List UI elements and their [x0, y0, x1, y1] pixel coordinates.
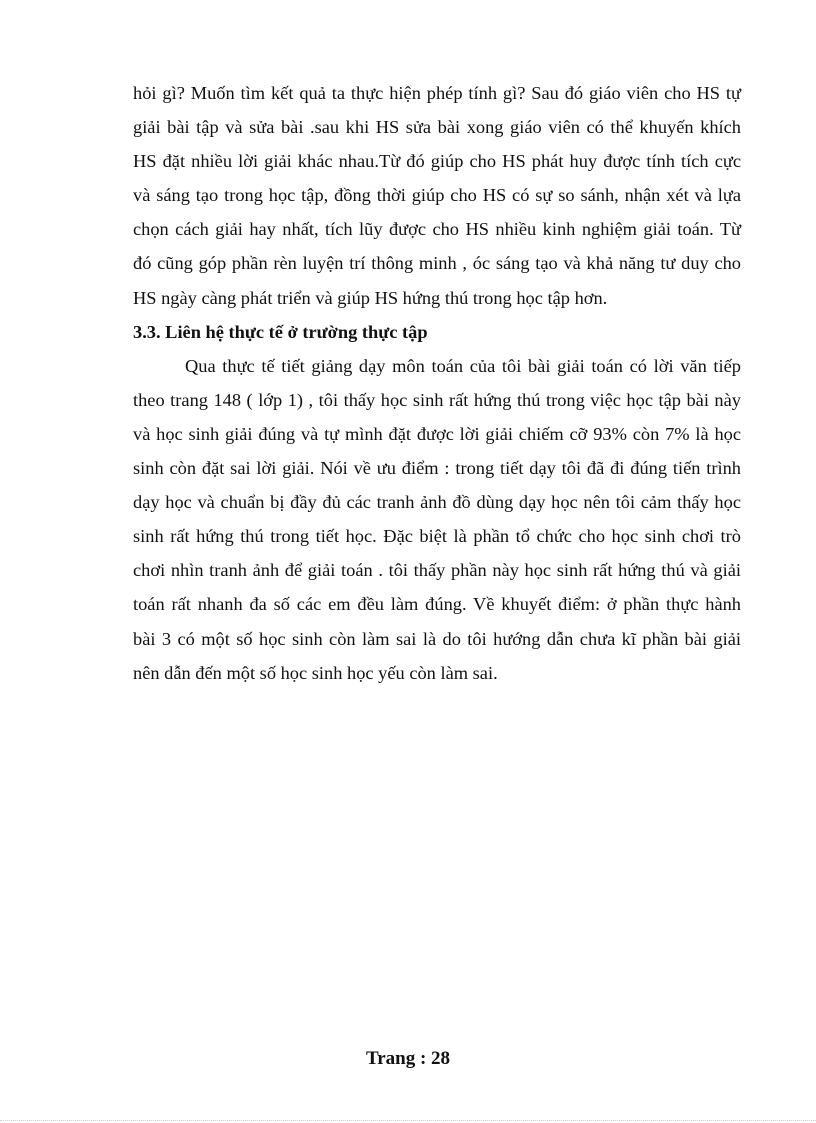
- text-line: nên dẫn đến một số học sinh học yếu còn làm sai.: [133, 662, 498, 683]
- text-line: đó cũng góp phần rèn luyện trí thông minh , óc sáng tạo và khả năng tư duy cho: [133, 253, 741, 274]
- text-line: và học sinh giải đúng và tự mình đặt được lời giải chiếm cỡ 93% còn 7% là học: [133, 423, 741, 444]
- body-text: [133, 76, 741, 690]
- text-line: sinh còn đặt sai lời giải. Nói về ưu điểm : trong tiết dạy tôi đã đi đúng tiến trình: [133, 458, 741, 479]
- text-line: dạy học và chuẩn bị đầy đủ các tranh ảnh đồ dùng dạy học nên tôi cảm thấy học: [133, 492, 741, 513]
- text-line: sinh rất hứng thú trong tiết học. Đặc biệt là phần tổ chức cho học sinh chơi trò: [133, 526, 741, 547]
- section-heading: 3.3. Liên hệ thực tế ở trường thực tập: [133, 321, 428, 342]
- text-line: giải bài tập và sửa bài .sau khi HS sửa bài xong giáo viên có thể khuyến khích: [133, 117, 741, 138]
- text-line: HS ngày càng phát triển và giúp HS hứng thú trong học tập hơn.: [133, 287, 608, 308]
- page-number: Trang : 28: [365, 1048, 451, 1069]
- text-line: bài 3 có một số học sinh còn làm sai là do tôi hướng dẫn chưa kĩ phần bài giải: [133, 628, 741, 649]
- text-line: theo trang 148 ( lớp 1) , tôi thấy học sinh rất hứng thú trong việc học tập bài này: [133, 389, 741, 410]
- text-line: toán rất nhanh đa số các em đều làm đúng. Về khuyết điểm: ở phần thực hành: [133, 594, 741, 615]
- text-line: hỏi gì? Muốn tìm kết quả ta thực hiện phép tính gì? Sau đó giáo viên cho HS tự: [133, 83, 741, 103]
- paragraph-intro: [133, 76, 741, 315]
- text-line: và sáng tạo trong học tập, đồng thời giúp cho HS có sự so sánh, nhận xét và lựa: [133, 185, 741, 206]
- page-bottom-divider: [0, 1120, 816, 1121]
- text-line: chơi nhìn tranh ảnh để giải toán . tôi thấy phần này học sinh rất hứng thú và giải: [133, 560, 741, 581]
- text-line: Qua thực tế tiết giảng dạy môn toán của tôi bài giải toán có lời văn tiếp: [185, 355, 741, 376]
- paragraph-practice: [133, 349, 741, 690]
- text-line: chọn cách giải hay nhất, tích lũy được cho HS nhiều kinh nghiệm giải toán. Từ: [133, 219, 741, 240]
- text-line: HS đặt nhiều lời giải khác nhau.Từ đó giúp cho HS phát huy được tính tích cực: [133, 151, 741, 172]
